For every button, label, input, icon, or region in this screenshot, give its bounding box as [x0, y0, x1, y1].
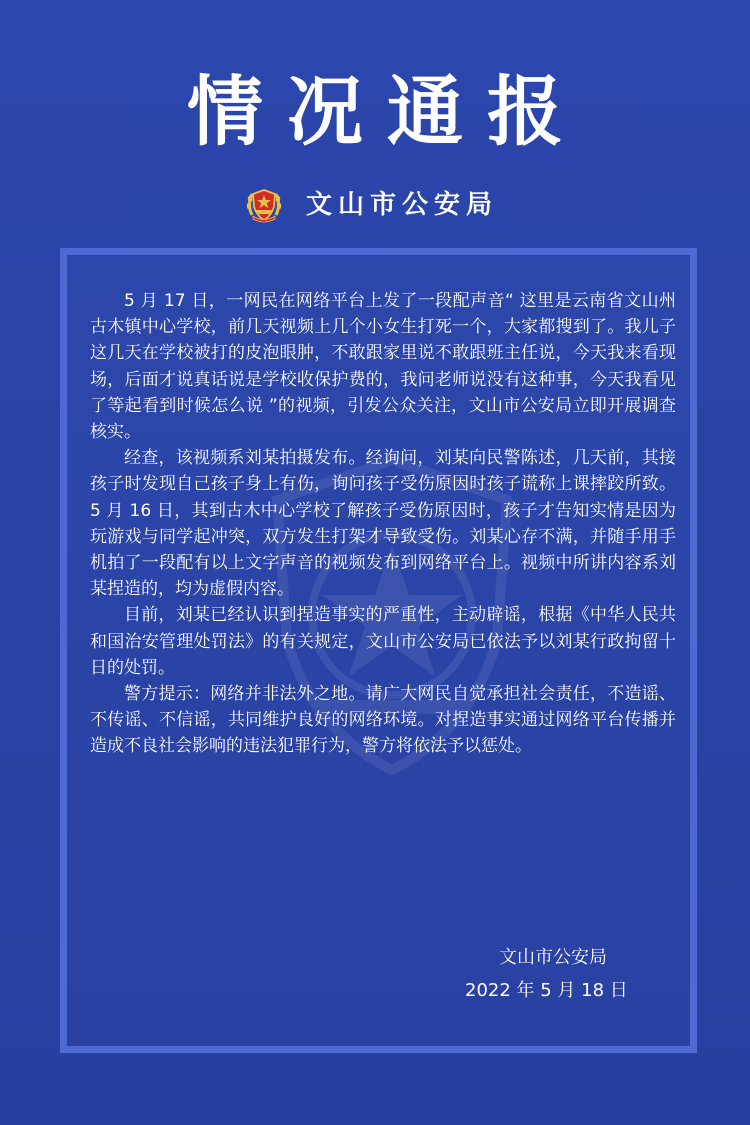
notice-panel	[60, 248, 697, 1053]
notice-body	[90, 288, 676, 760]
body-paragraph-3: 目前，刘某已经认识到捏造事实的严重性，主动辟谣，根据《中华人民共和国治安管理处罚法》的有关规定，文山市公安局已依法予以刘某行政拘留十日的处罚。	[90, 605, 676, 678]
issuer-row	[0, 183, 750, 227]
body-paragraph-2: 经查，该视频系刘某拍摄发布。经询问，刘某向民警陈述，几天前，其接孩子时发现自己孩子身上有伤，询问孩子受伤原因时孩子谎称上课摔跤所致。5 月 16 日，其到古木中心学校了解孩子受伤原因时，孩子才告知实情是因为玩游戏与同学起冲突，双方发生打架才导致受伤。刘某心存不满，并随手用手机拍了一段配有以上文字声音的视频发布到网络平台上。视频中所讲内容系刘某捏造的，均为虚假内容。	[90, 448, 676, 600]
body-paragraph-4: 警方提示：网络并非法外之地。请广大网民自觉承担社会责任，不造谣、不传谣、不信谣，共同维护良好的网络环境。对捏造事实通过网络平台传播并造成不良社会影响的违法犯罪行为，警方将依法予以惩处。	[90, 684, 676, 757]
signature-date: 2022 年 5 月 18 日	[465, 980, 628, 1001]
police-emblem-icon	[244, 185, 284, 225]
issuer-name: 文山市公安局	[305, 190, 498, 220]
signature-org: 文山市公安局	[499, 947, 607, 968]
body-paragraph-1: 5 月 17 日，一网民在网络平台上发了一段配声音“ 这里是云南省文山州古木镇中心学校，前几天视频上几个小女生打死一个，大家都搜到了。我儿子这几天在学校被打的皮泡眼肿，不敢跟家里说不敢跟班主任说，今天我来看现场，后面才说真话说是学校收保护费的，我问老师说没有这种事，今天我看见了等起看到时候怎么说 ”的视频，引发公众关注，文山市公安局立即开展调查核实。	[90, 291, 676, 443]
page-title: 情况通报	[187, 67, 587, 156]
